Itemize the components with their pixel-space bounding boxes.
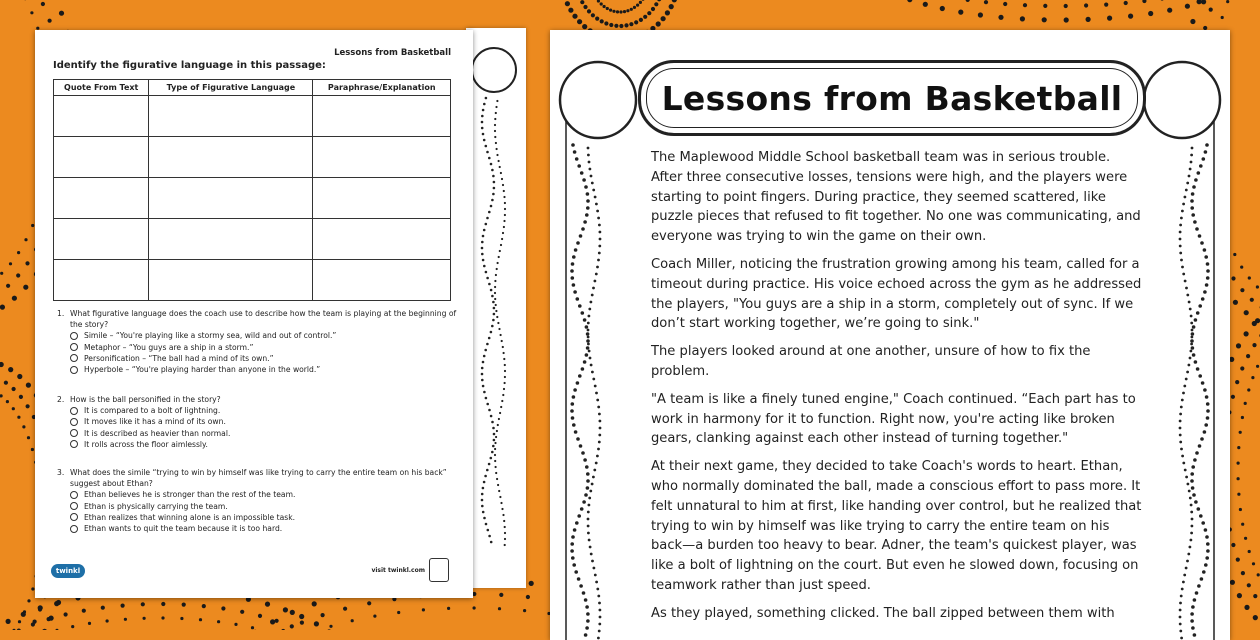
story-paragraph: "A team is like a finely tuned engine," Coach continued. “Each part has to work in harmony for it to function. Right now, you're acting like broken gears, clanking against each other instead of turning together." xyxy=(651,390,1143,449)
story-paragraph: The Maplewood Middle School basketball team was in serious trouble. After three consecutive losses, tensions were high, and the players were starting to point fingers. During practice, they seemed scattered, like puzzle pieces that refused to fit together. No one was communicating, and everyone was trying to win the game on their own. xyxy=(651,148,1143,247)
option-label: Ethan believes he is stronger than the rest of the team. xyxy=(84,489,295,500)
worksheet-back-page xyxy=(466,28,526,588)
table-cell[interactable] xyxy=(149,178,313,219)
radio-circle-icon[interactable] xyxy=(70,513,78,521)
answer-option[interactable] xyxy=(70,439,457,450)
question-number: 1. xyxy=(57,308,70,330)
table-cell[interactable] xyxy=(54,260,149,301)
story-paragraph: At their next game, they decided to take Coach's words to heart. Ethan, who normally dominated the ball, made a conscious effort to pass more. It felt unnatural to him at first, like handing over control, but he realized that trying to win by himself was like trying to carry the entire team on his back—a burden too heavy to bear. Adner, the team's quickest player, was like a bolt of lightning on the court. But even he slowed down, focusing on teamwork rather than just speed. xyxy=(651,457,1143,596)
table-row xyxy=(54,178,451,219)
option-label: Ethan realizes that winning alone is an impossible task. xyxy=(84,512,295,523)
radio-circle-icon[interactable] xyxy=(70,354,78,362)
table-cell[interactable] xyxy=(149,260,313,301)
question-text: What does the simile “trying to win by himself was like trying to carry the entire team on his back” suggest about Ethan? xyxy=(70,467,457,489)
footer-url: visit twinkl.com xyxy=(371,567,425,574)
table-row xyxy=(54,96,451,137)
radio-circle-icon[interactable] xyxy=(70,366,78,374)
option-label: Ethan is physically carrying the team. xyxy=(84,501,228,512)
worksheet-header-title: Lessons from Basketball xyxy=(334,48,451,58)
option-label: Personification – “The ball had a mind of its own.” xyxy=(84,353,274,364)
answer-option[interactable] xyxy=(70,353,457,364)
radio-circle-icon[interactable] xyxy=(70,440,78,448)
table-cell[interactable] xyxy=(313,137,451,178)
question-text: What figurative language does the coach use to describe how the team is playing at the beginning of the story? xyxy=(70,308,457,330)
option-label: It moves like it has a mind of its own. xyxy=(84,416,226,427)
story-title-banner xyxy=(638,60,1146,136)
answer-option[interactable] xyxy=(70,405,457,416)
table-row xyxy=(54,219,451,260)
table-row xyxy=(54,260,451,301)
question-2 xyxy=(57,394,457,450)
table-cell[interactable] xyxy=(149,96,313,137)
radio-circle-icon[interactable] xyxy=(70,332,78,340)
table-header: Type of Figurative Language xyxy=(149,80,313,96)
table-cell[interactable] xyxy=(313,178,451,219)
option-label: Hyperbole – “You're playing harder than anyone in the world.” xyxy=(84,364,320,375)
table-row xyxy=(54,137,451,178)
answer-option[interactable] xyxy=(70,501,457,512)
table-cell[interactable] xyxy=(149,137,313,178)
story-paragraph: Coach Miller, noticing the frustration growing among his team, called for a timeout during practice. His voice echoed across the gym as he addressed the players, "You guys are a ship in a storm, completely out of sync. If we don’t start working together, we’re going to sink." xyxy=(651,255,1143,334)
radio-circle-icon[interactable] xyxy=(70,429,78,437)
table-cell[interactable] xyxy=(149,219,313,260)
answer-option[interactable] xyxy=(70,364,457,375)
answer-option[interactable] xyxy=(70,330,457,341)
answer-option[interactable] xyxy=(70,512,457,523)
worksheet-page xyxy=(35,30,473,598)
table-header: Paraphrase/Explanation xyxy=(313,80,451,96)
answer-option[interactable] xyxy=(70,342,457,353)
twinkl-logo: twinkl xyxy=(51,564,85,578)
story-title: Lessons from Basketball xyxy=(662,79,1123,118)
radio-circle-icon[interactable] xyxy=(70,407,78,415)
radio-circle-icon[interactable] xyxy=(70,525,78,533)
question-3 xyxy=(57,467,457,534)
radio-circle-icon[interactable] xyxy=(70,491,78,499)
table-cell[interactable] xyxy=(54,219,149,260)
option-label: Metaphor – “You guys are a ship in a storm.” xyxy=(84,342,253,353)
option-label: Ethan wants to quit the team because it is too hard. xyxy=(84,523,282,534)
table-cell[interactable] xyxy=(313,96,451,137)
table-cell[interactable] xyxy=(313,219,451,260)
table-header: Quote From Text xyxy=(54,80,149,96)
story-paragraph: The players looked around at one another, unsure of how to fix the problem. xyxy=(651,342,1143,382)
story-body xyxy=(651,148,1143,632)
story-paragraph: As they played, something clicked. The ball zipped between them with xyxy=(651,604,1143,624)
radio-circle-icon[interactable] xyxy=(70,502,78,510)
question-number: 2. xyxy=(57,394,70,405)
answer-option[interactable] xyxy=(70,523,457,534)
option-label: It rolls across the floor aimlessly. xyxy=(84,439,208,450)
figurative-language-table xyxy=(53,79,451,301)
option-label: Simile – “You're playing like a stormy sea, wild and out of control.” xyxy=(84,330,336,341)
answer-option[interactable] xyxy=(70,416,457,427)
worksheet-heading: Identify the figurative language in this passage: xyxy=(53,60,326,71)
question-number: 3. xyxy=(57,467,70,489)
radio-circle-icon[interactable] xyxy=(70,418,78,426)
table-cell[interactable] xyxy=(313,260,451,301)
option-label: It is described as heavier than normal. xyxy=(84,428,230,439)
radio-circle-icon[interactable] xyxy=(70,343,78,351)
question-text: How is the ball personified in the story? xyxy=(70,394,221,405)
answer-option[interactable] xyxy=(70,489,457,500)
table-cell[interactable] xyxy=(54,178,149,219)
table-cell[interactable] xyxy=(54,96,149,137)
option-label: It is compared to a bolt of lightning. xyxy=(84,405,220,416)
answer-option[interactable] xyxy=(70,428,457,439)
story-page xyxy=(550,30,1230,640)
table-cell[interactable] xyxy=(54,137,149,178)
question-1 xyxy=(57,308,457,375)
badge-icon xyxy=(429,558,449,582)
